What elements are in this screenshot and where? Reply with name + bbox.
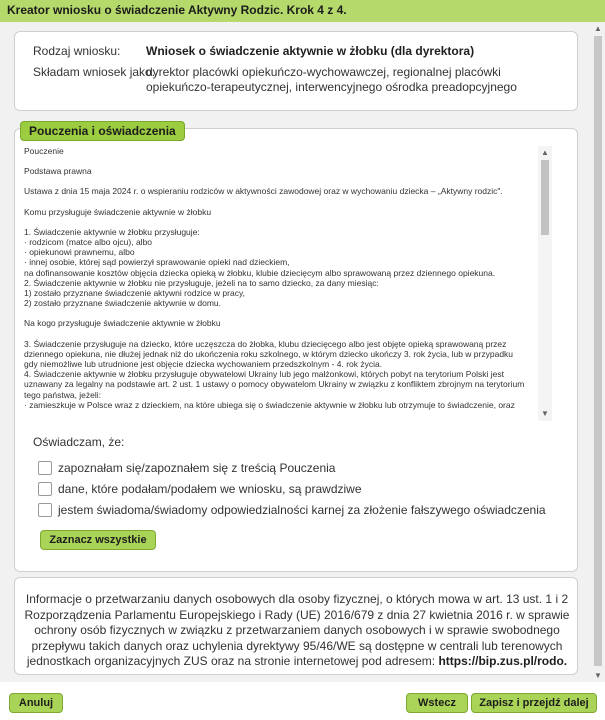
- checkbox-criminal-liability[interactable]: [38, 502, 546, 517]
- instr-paragraph: Komu przysługuje świadczenie aktywnie w żłobku: [24, 206, 212, 217]
- back-button[interactable]: Wstecz: [406, 693, 468, 713]
- application-info-panel: [14, 31, 578, 111]
- applicant-role-value: dyrektor placówki opiekuńczo-wychowawczej, regionalnej placówki opiekuńczo-terapeutycznej, interwencyjnego ośrodka preadopcyjnego: [146, 65, 517, 94]
- applicant-role-label: Składam wniosek jako:: [33, 65, 156, 79]
- page-scrollbar[interactable]: [591, 22, 605, 682]
- scroll-up-icon[interactable]: ▲: [541, 148, 549, 157]
- checkbox[interactable]: [38, 482, 52, 496]
- checkbox-label: dane, które podałam/podałem we wniosku, są prawdziwe: [58, 481, 362, 496]
- window-titlebar: [0, 0, 605, 22]
- form-viewport: [0, 22, 605, 682]
- page-scroll-thumb[interactable]: [594, 36, 602, 666]
- cancel-button[interactable]: Anuluj: [9, 693, 63, 713]
- instructions-textbox[interactable]: [24, 146, 552, 421]
- checkbox-data-true[interactable]: [38, 481, 362, 496]
- checkbox-label: zapoznałam się/zapoznałem się z treścią Pouczenia: [58, 460, 336, 475]
- instructions-text: [24, 146, 529, 410]
- gdpr-text: Informacje o przetwarzaniu danych osobowych dla osoby fizycznej, o których mowa w art. 13 ust. 1 i 2 Rozporządzenia Parlamentu Europejskiego i Rady (UE) 2016/679 z dnia 27 kwietnia 2016 r. w sprawie ochrony osób fizycznych w związku z przetwarzaniem danych osobowych i w sprawie swobodnego przepływu takich danych oraz uchylenia dyrektywy 95/46/WE są dostępne w centrali lub terenowych jednostkach organizacyjnych ZUS oraz na stronie internetowej pod adresem:: [24, 592, 570, 668]
- checkbox[interactable]: [38, 503, 52, 517]
- checkbox[interactable]: [38, 461, 52, 475]
- application-type-label: Rodzaj wniosku:: [33, 44, 121, 58]
- application-type-value: Wniosek o świadczenie aktywnie w żłobku (dla dyrektora): [146, 44, 475, 58]
- wizard-footer: [0, 682, 605, 720]
- save-and-next-button[interactable]: Zapisz i przejdź dalej: [471, 693, 597, 713]
- instructions-legend: Pouczenia i oświadczenia: [20, 121, 185, 141]
- gdpr-info-panel: [14, 577, 578, 675]
- instr-paragraph: 3. Świadczenie przysługuje na dziecko, które uczęszcza do żłobka, klubu dziecięcego albo jest objęte opieką sprawowaną przez dziennego opiekuna, nie dłużej jednak niż do ukończenia roku szkolnego, w którym dziecko ukończy 3. rok życia, lub w przypadku gdy niemożliwe lub utrudnione jest objęcie dziecka wychowaniem przedszkolnym - 4. rok życia. 4. Świadczenie aktywnie w żłobku przysługuje obywatelowi Ukrainy lub jego małżonkowi, których pobyt na terytorium Polski jest uznawany za legalny na podstawie art. 2 ust. 1 ustawy o pomocy obywatelom Ukrainy w związku z konfliktem zbrojnym na terytorium tego państwa, jeżeli: · zamieszkuje w Polsce wraz z dzieckiem, na które ubiega się o świadczenie aktywnie w żłobku lub otrzymuje to świadczenie, oraz: [24, 338, 525, 410]
- scroll-down-icon[interactable]: ▼: [594, 671, 602, 680]
- gdpr-text-block: [23, 592, 571, 670]
- instr-paragraph: Podstawa prawna: [24, 166, 92, 177]
- instructions-scroll-thumb[interactable]: [541, 160, 549, 235]
- checkbox-label: jestem świadoma/świadomy odpowiedzialności karnej za złożenie fałszywego oświadczenia: [58, 502, 546, 517]
- instr-paragraph: Na kogo przysługuje świadczenie aktywnie w żłobku: [24, 318, 221, 329]
- scroll-up-icon[interactable]: ▲: [594, 24, 602, 33]
- checkbox-read-instructions[interactable]: [38, 460, 335, 475]
- instr-paragraph: 1. Świadczenie aktywnie w żłobku przysługuje: · rodzicom (matce albo ojcu), albo · opiekunowi prawnemu, albo · innej osobie, której sąd powierzył sprawowanie opieki nad dzieckiem, na dofinansowanie kosztów objęcia dziecka opieką w żłobku, klubie dziecięcym albo sprawowaną przez dziennego opiekuna. 2. Świadczenie aktywnie w żłobku nie przysługuje, jeżeli na to samo dziecko, za dany miesiąc: 1) zostało przyznane świadczenie aktywni rodzice w pracy, 2) zostało przyznane świadczenie aktywnie w domu.: [24, 226, 496, 309]
- instr-paragraph: Ustawa z dnia 15 maja 2024 r. o wspieraniu rodziców w aktywności zawodowej oraz w wychowaniu dziecka – „Aktywny rodzic".: [24, 186, 503, 197]
- scroll-down-icon[interactable]: ▼: [541, 408, 549, 418]
- gdpr-link[interactable]: https://bip.zus.pl/rodo.: [438, 654, 568, 668]
- instructions-scrollbar[interactable]: [538, 146, 552, 421]
- window-title: Kreator wniosku o świadczenie Aktywny Rodzic. Krok 4 z 4.: [7, 3, 347, 17]
- select-all-button[interactable]: Zaznacz wszystkie: [40, 530, 156, 550]
- declaration-label: Oświadczam, że:: [33, 435, 125, 449]
- instr-paragraph: Pouczenie: [24, 146, 64, 156]
